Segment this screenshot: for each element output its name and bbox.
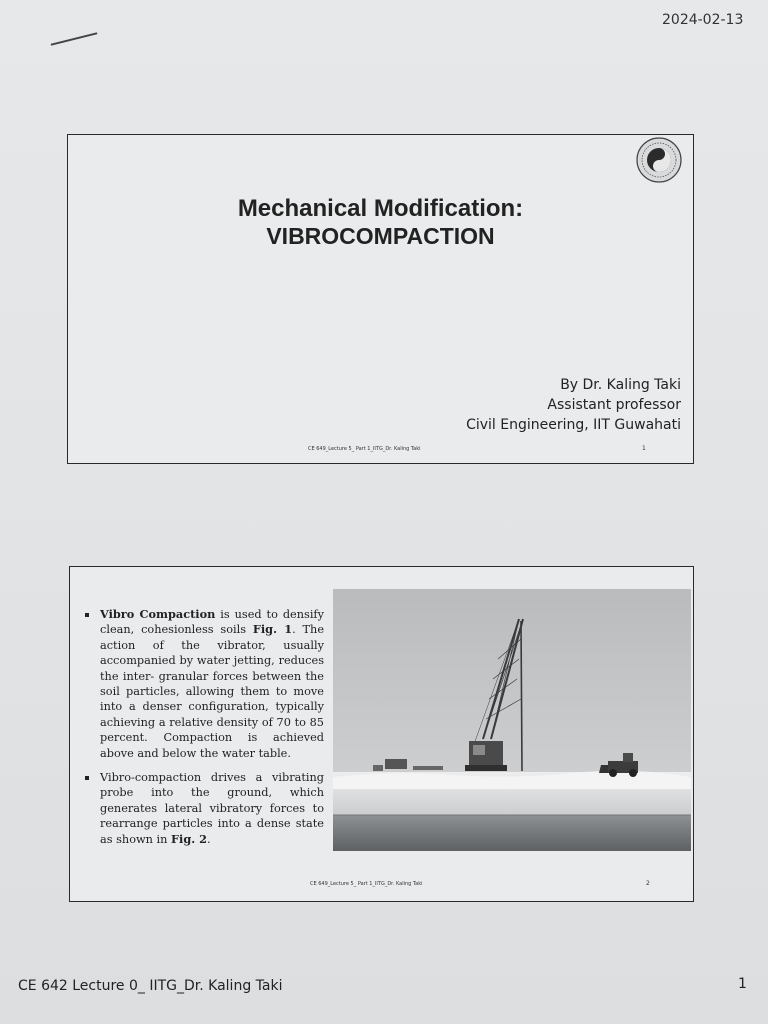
iitg-logo-icon: [634, 135, 684, 185]
bullet-list: [80, 607, 324, 856]
bullet-text: .: [206, 832, 211, 846]
slide-title-line1: Mechanical Modification:: [237, 195, 524, 222]
page-number: 1: [738, 976, 747, 992]
page-footer-label: CE 642 Lecture 0_ IITG_Dr. Kaling Taki: [18, 978, 283, 994]
vibrocompaction-site-photo: [333, 589, 691, 851]
pen-mark: [50, 32, 97, 46]
bullet-marker-icon: [85, 613, 89, 617]
figure-reference: Fig. 1: [252, 622, 293, 637]
bullet-lead-term: Vibro Compaction: [100, 607, 216, 621]
bullet-text: . The action of the vibrator, usually accompanied by water jetting, reduces the inter- granular forces between the soil particles, allowing them to move into a denser configuration, typically achieving a relative density of 70 to 85 percent. Compaction is achieved above and below the water table.: [100, 623, 325, 760]
author-position: Assistant professor: [547, 397, 681, 413]
slide-title-line2: VIBROCOMPACTION: [266, 223, 495, 249]
document-date: 2024-02-13: [662, 12, 744, 28]
bullet-text: is used to densify clean, cohesionless soils: [100, 608, 324, 637]
bullet-marker-icon: [85, 776, 89, 780]
author-affiliation: Civil Engineering, IIT Guwahati: [466, 417, 681, 433]
slide-2: [69, 566, 694, 902]
slide-footer: CE 649_Lecture 5_ Part 1_IITG_Dr. Kaling Taki: [308, 446, 421, 452]
bullet-text: Vibro-compaction drives a vibrating probe into the ground, which generates lateral vibratory forces to rearrange particles into a dense state as shown in: [100, 771, 324, 846]
figure-reference: Fig. 2: [171, 831, 207, 846]
bullet-item-2: [80, 770, 324, 847]
slide-number: 1: [642, 445, 646, 452]
author-block: [466, 375, 681, 435]
bullet-item-1: [80, 607, 324, 761]
slide-footer: CE 649_Lecture 5_ Part 1_IITG_Dr. Kaling Taki: [310, 881, 423, 887]
slide-number: 2: [646, 880, 650, 887]
slide-1: [67, 134, 694, 464]
author-name: By Dr. Kaling Taki: [560, 377, 681, 393]
